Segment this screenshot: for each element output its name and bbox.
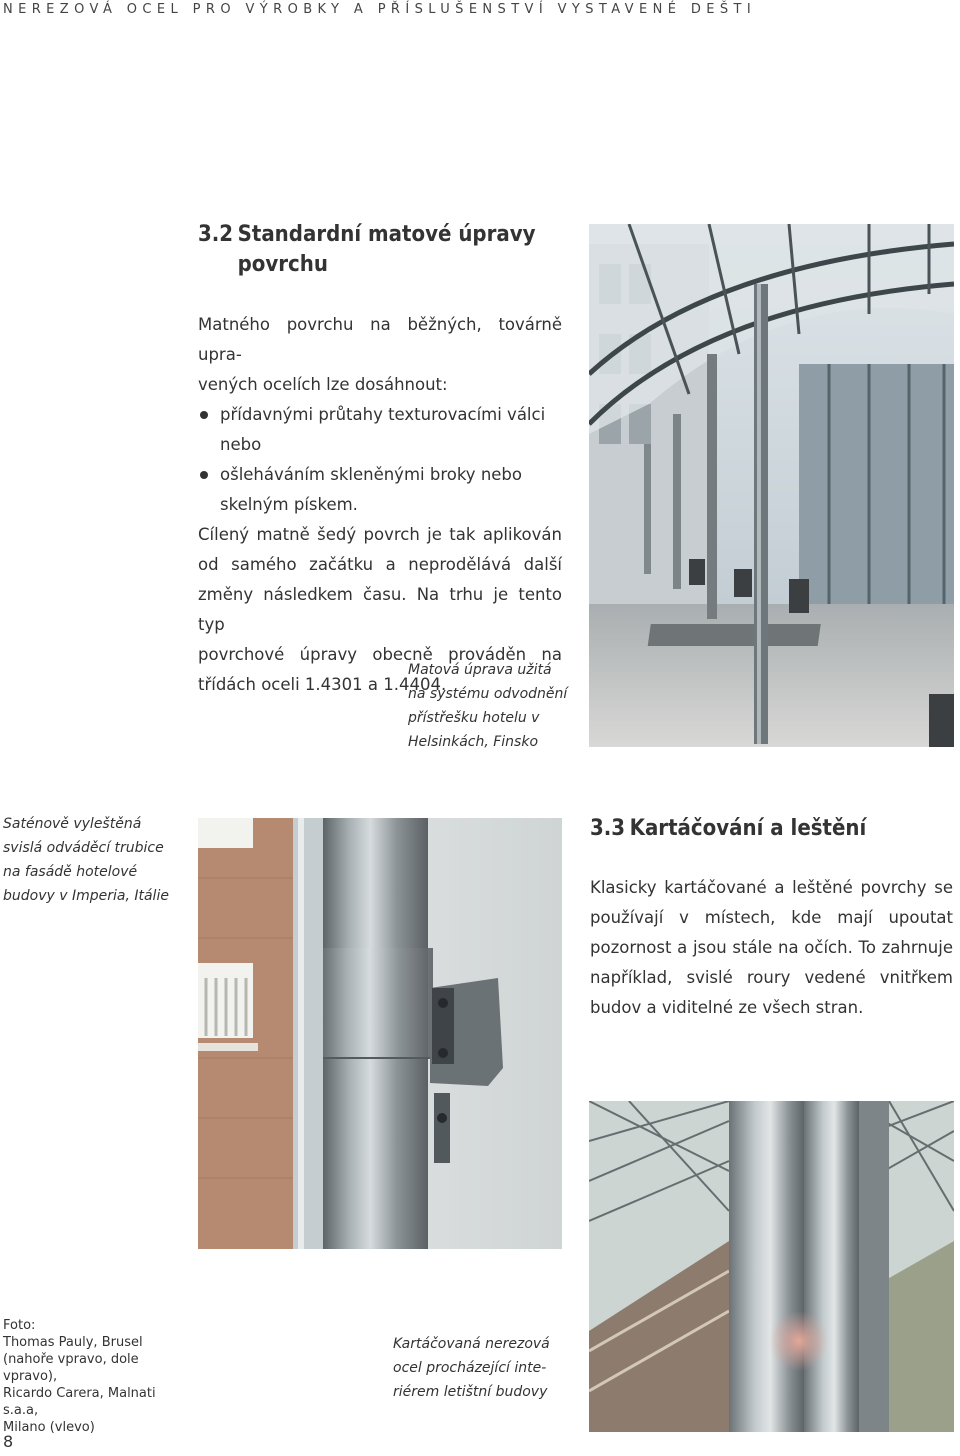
- paragraph-line: vených ocelích lze dosáhnout:: [198, 375, 448, 394]
- page-number: 8: [3, 1432, 14, 1451]
- section-3-2-heading: [198, 220, 540, 280]
- section-3-3-body: Klasicky kartáčované a leštěné povrchy se používají v místech, kde mají upoutat pozornost a jsou stále na očích. To zahrnuje například, svislé roury vedené vnitřkem budov a viditelné ze všech stran.: [590, 878, 953, 1017]
- photo-imperia-downpipe: [198, 818, 562, 1249]
- section-3-3-heading: [590, 814, 914, 844]
- bullet-dot: [200, 411, 208, 419]
- caption-airport: Kartáčovaná nerezová ocel procházející inte- riérem letištní budovy: [393, 1336, 550, 1400]
- photo-helsinki-canopy: [589, 224, 954, 747]
- bullet-item: ošleháváním skleněnými broky nebo skelným pískem.: [198, 460, 562, 520]
- caption-imperia: Saténově vyleštěná svislá odváděcí trubice na fasádě hotelové budovy v Imperia, Itálie: [3, 816, 169, 904]
- running-head: NEREZOVÁ OCEL PRO VÝROBKY A PŘÍSLUŠENSTVÍ VYSTAVENÉ DEŠTI: [3, 2, 757, 17]
- bullet-item: přídavnými průtahy texturovacími válci nebo: [198, 400, 562, 460]
- section-3-2-body: [198, 310, 562, 700]
- section-title: Kartáčování a leštění: [629, 816, 867, 841]
- section-number: 3.2: [198, 222, 234, 247]
- photo-credits: Foto: Thomas Pauly, Brusel (nahoře vpravo, dole vpravo), Ricardo Carera, Malnati s.a.a, Milano (vlevo): [3, 1318, 156, 1435]
- caption-helsinki: Matová úprava užitá na systému odvodnění přístřešku hotelu v Helsinkách, Finsko: [408, 662, 568, 750]
- section-number: 3.3: [590, 816, 626, 841]
- photo-airport-interior: [589, 1101, 954, 1432]
- closing-paragraph: Cílený matně šedý povrch je tak aplikován od samého začátku a neprodělává další změny následkem času. Na trhu je tento typ povrchové úpravy obecně prováděn na třídách oceli 1.4301 a 1.4404.: [198, 525, 562, 694]
- paragraph-line: Matného povrchu na běžných, továrně upra-: [198, 315, 562, 364]
- section-title-cont: povrchu: [237, 252, 328, 277]
- bullet-dot: [200, 471, 208, 479]
- section-title: Standardní matové úpravy: [237, 222, 536, 247]
